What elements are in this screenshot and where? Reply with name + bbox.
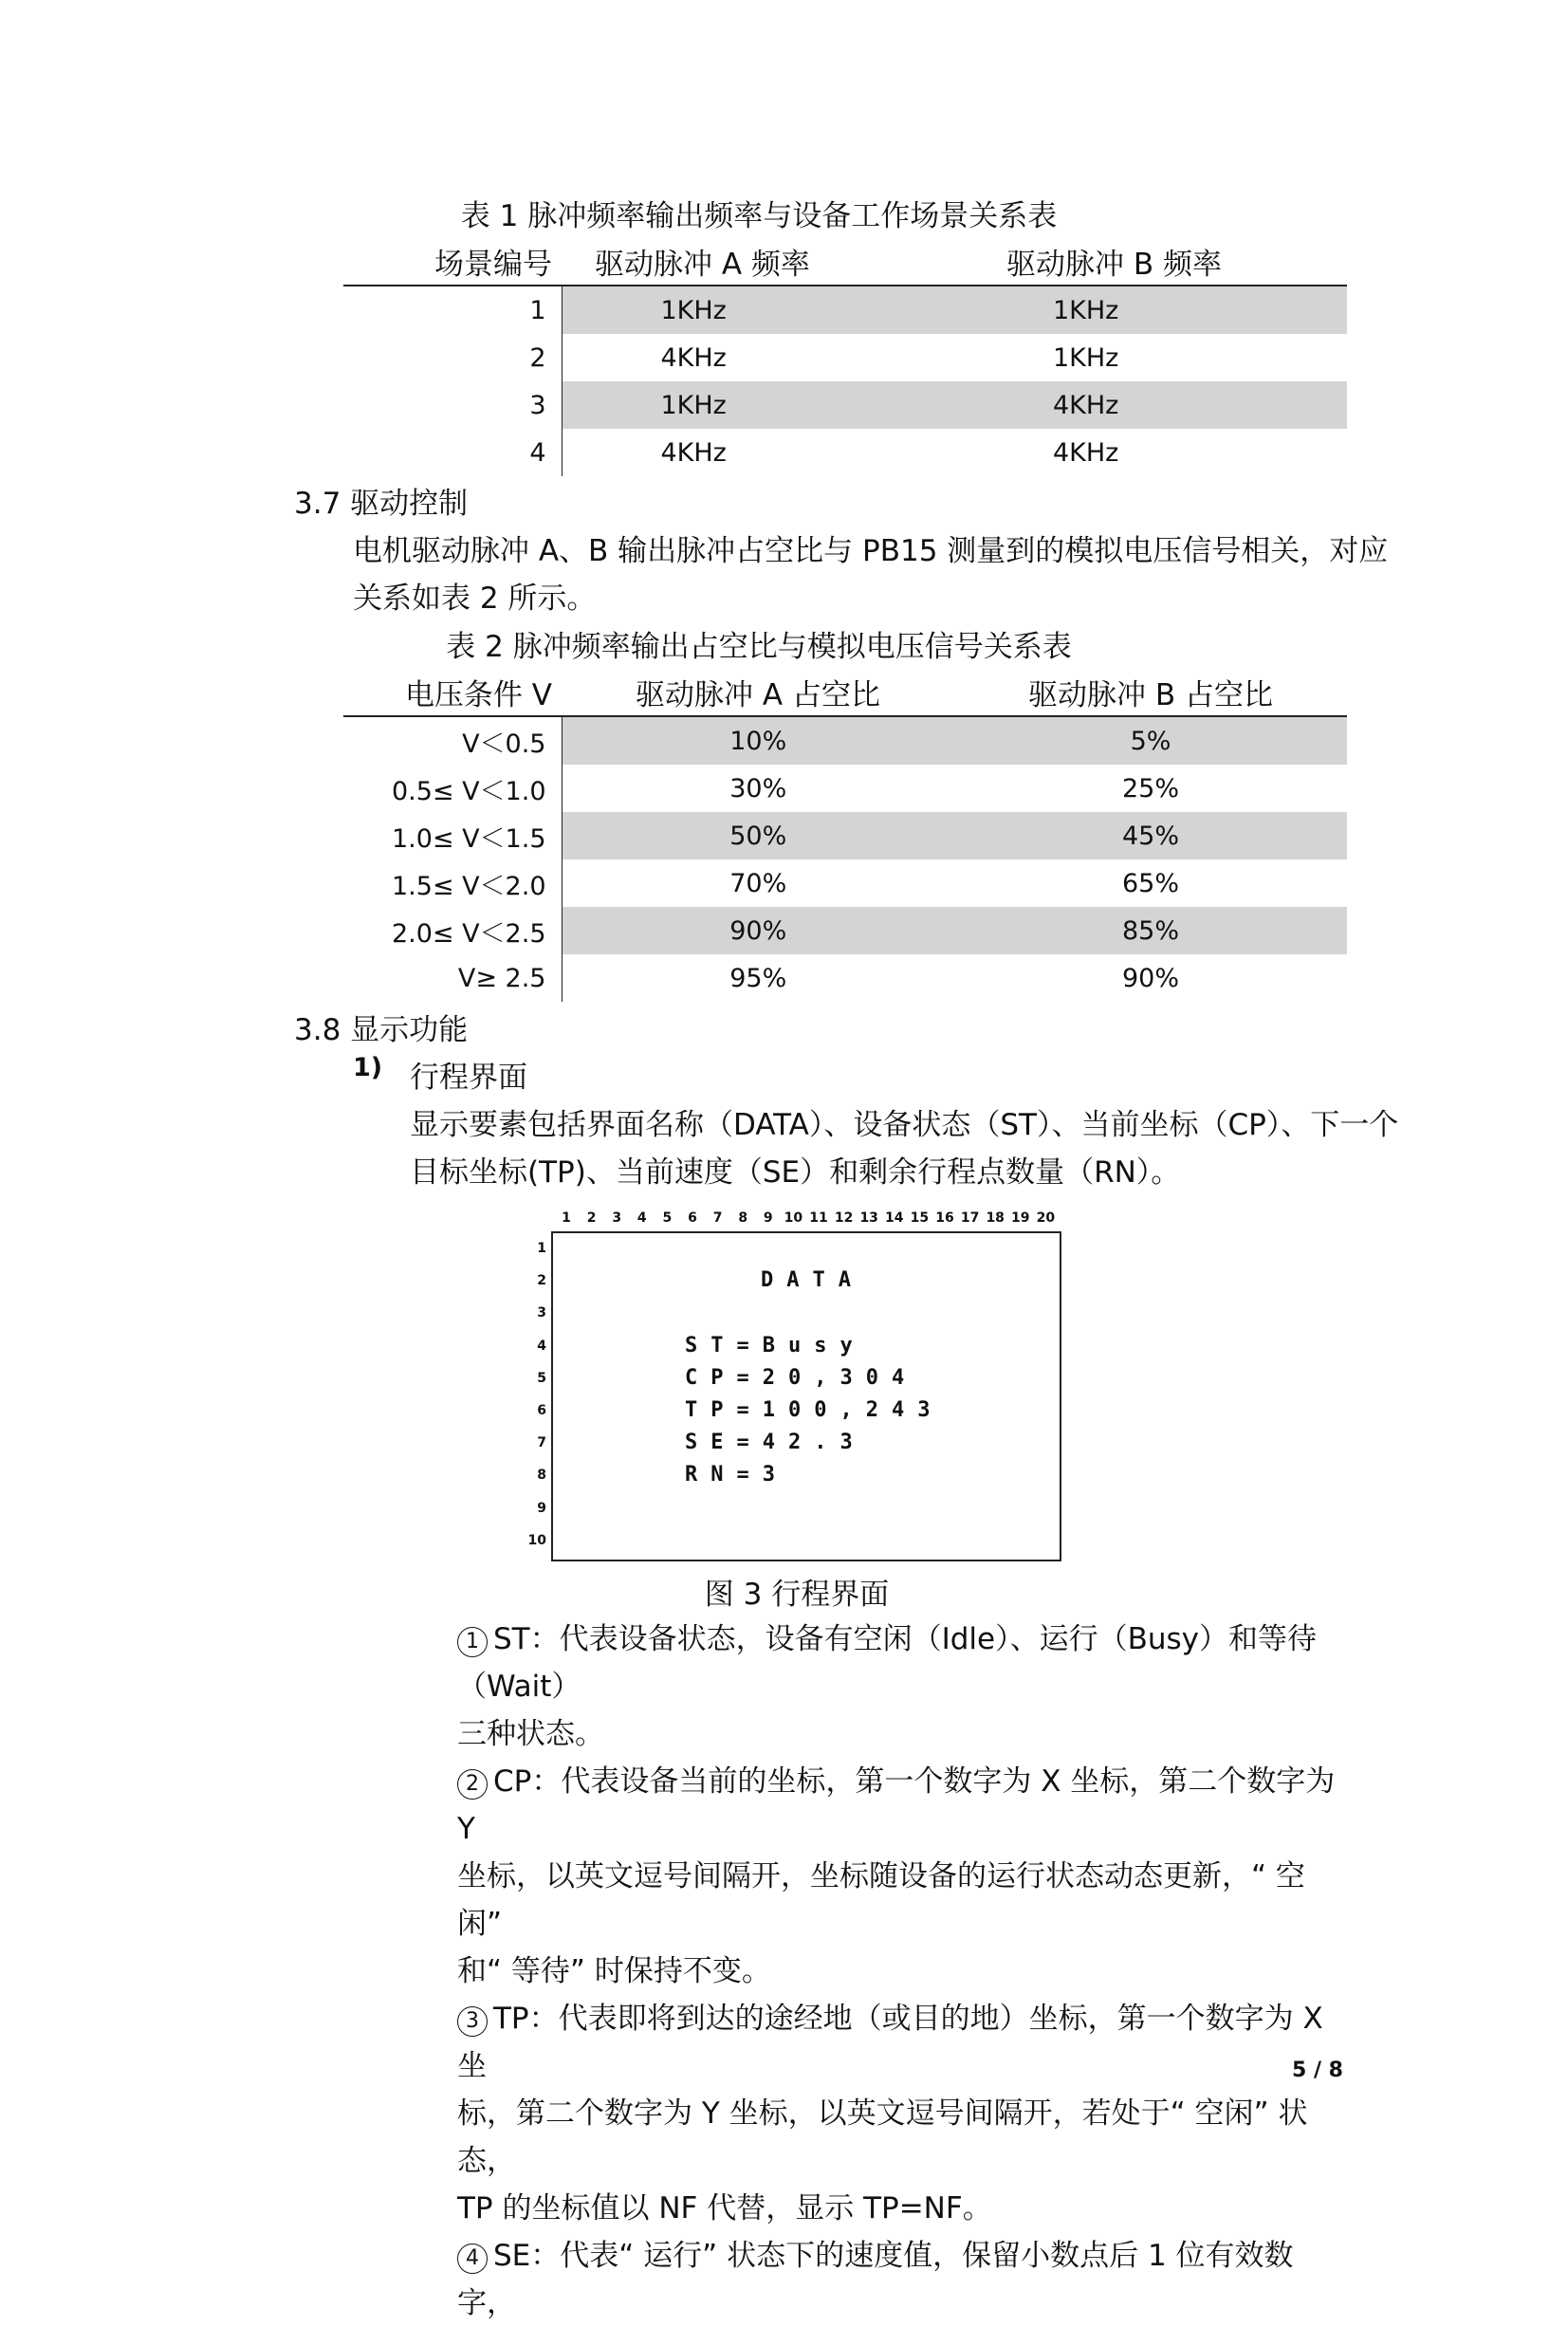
table-row: [343, 286, 1347, 334]
column-number: 1: [562, 1210, 571, 1226]
column-number: 10: [784, 1210, 803, 1226]
section-heading: 3.8 显示功能: [294, 1013, 469, 1047]
row-number: 8: [537, 1468, 546, 1484]
column-number: 15: [910, 1210, 930, 1226]
column-number: 9: [763, 1210, 773, 1226]
note-line: TP 的坐标值以 NF 代替，显示 TP=NF。: [457, 2191, 992, 2225]
table-cell: 25%: [1121, 773, 1179, 803]
table-row: [343, 334, 1347, 381]
table-header: 电压条件 V: [343, 668, 562, 716]
note-line: 标，第二个数字为 Y 坐标，以英文逗号间隔开，若处于“ 空闲” 状态，: [457, 2096, 1308, 2178]
table-cell: 1KHz: [562, 286, 954, 334]
column-number: 19: [1011, 1210, 1030, 1226]
table-cell: 85%: [954, 907, 1347, 954]
table2-header-row: [343, 668, 1347, 716]
column-number: 2: [586, 1210, 597, 1226]
note-item: [457, 1995, 1349, 2232]
screen-line: SE=42.3: [685, 1431, 866, 1454]
note-item: [457, 2232, 1349, 2327]
circled-number: 4: [457, 2244, 488, 2274]
table-row: [343, 907, 1347, 954]
row-number: 10: [527, 1532, 546, 1548]
column-number: 18: [986, 1210, 1005, 1226]
table-cell: 1: [343, 286, 562, 334]
table-cell: 1.5≤ V＜2.0: [343, 859, 562, 907]
paragraph-line: 电机驱动脉冲 A、B 输出脉冲占空比与 PB15 测量到的模拟电压信号相关，对应: [353, 534, 1389, 568]
item-title: 行程界面: [410, 1061, 527, 1095]
note-line: ST：代表设备状态，设备有空闲（Idle）、运行（Busy）和等待（Wait）: [457, 1622, 1318, 1704]
column-number: 11: [809, 1210, 828, 1226]
table-cell: 30%: [729, 773, 787, 803]
table-header: 驱动脉冲 B 频率: [954, 237, 1347, 286]
row-number: 4: [537, 1338, 546, 1354]
paragraph-line: 显示要素包括界面名称（DATA）、设备状态（ST）、当前坐标（CP）、下一个: [410, 1108, 1399, 1142]
note-item: [457, 1758, 1349, 1995]
screen-line: ST=Busy: [685, 1334, 866, 1357]
note-line: SE：代表“ 运行” 状态下的速度值，保留小数点后 1 位有效数字，: [457, 2239, 1294, 2320]
table-cell: 90%: [1121, 963, 1179, 993]
table-header: 驱动脉冲 A 占空比: [562, 668, 954, 716]
table-cell: 1KHz: [1053, 342, 1119, 373]
page-number: 5 / 8: [1292, 2059, 1343, 2082]
column-number: 4: [636, 1210, 647, 1226]
figure3-caption: 图 3 行程界面: [704, 1578, 890, 1612]
table-header: 驱动脉冲 B 占空比: [954, 668, 1347, 716]
column-number: 3: [612, 1210, 622, 1226]
column-number: 6: [688, 1210, 697, 1226]
table1-header-row: [343, 237, 1347, 286]
table-cell: 0.5≤ V＜1.0: [343, 765, 562, 812]
row-number: 3: [537, 1305, 546, 1321]
screen-line: RN=3: [685, 1463, 788, 1487]
table-cell: 1KHz: [954, 286, 1347, 334]
table-cell: 3: [343, 381, 562, 429]
row-number: 9: [537, 1500, 546, 1516]
table-cell: 2.0≤ V＜2.5: [343, 907, 562, 954]
note-line: 三种状态。: [457, 1717, 604, 1751]
table-cell: 4: [343, 429, 562, 476]
column-number: 7: [712, 1210, 723, 1226]
column-number: 14: [885, 1210, 904, 1226]
note-line: CP：代表设备当前的坐标，第一个数字为 X 坐标，第二个数字为 Y: [457, 1764, 1336, 1846]
row-number: 2: [537, 1273, 546, 1289]
table-cell: 90%: [562, 907, 954, 954]
table-header: 场景编号: [343, 237, 562, 286]
table-row: [343, 765, 1347, 812]
screen-line: CP=20,304: [685, 1366, 918, 1390]
row-number: 1: [537, 1241, 546, 1256]
circled-number: 3: [457, 2006, 488, 2037]
table-row: [343, 812, 1347, 859]
table-cell: 70%: [729, 868, 787, 898]
table-cell: 1.0≤ V＜1.5: [343, 812, 562, 859]
row-number: 5: [537, 1370, 546, 1386]
table-cell: 5%: [954, 716, 1347, 765]
screen-line: TP=100,243: [685, 1398, 944, 1422]
column-number: 16: [935, 1210, 954, 1226]
paragraph-line: 目标坐标(TP)、当前速度（SE）和剩余行程点数量（RN）。: [410, 1155, 1181, 1190]
table-cell: 2: [343, 334, 562, 381]
section-heading: 3.7 驱动控制: [294, 487, 469, 521]
table-row: [343, 429, 1347, 476]
column-number: 5: [662, 1210, 673, 1226]
table-row: [343, 716, 1347, 765]
table-row: [343, 381, 1347, 429]
row-number: 6: [537, 1403, 546, 1418]
row-number: 7: [537, 1435, 546, 1451]
column-number: 8: [738, 1210, 748, 1226]
table-cell: 10%: [562, 716, 954, 765]
table-cell: 4KHz: [660, 437, 727, 468]
table1: [343, 237, 1347, 476]
table-row: [343, 859, 1347, 907]
table-cell: V＜0.5: [343, 716, 562, 765]
screen-line-title: DATA: [761, 1268, 864, 1292]
note-line: TP：代表即将到达的途经地（或目的地）坐标，第一个数字为 X 坐: [457, 2002, 1323, 2083]
table-row: [343, 954, 1347, 1002]
column-number: 20: [1036, 1210, 1056, 1226]
table-cell: 45%: [954, 812, 1347, 859]
note-list: [457, 1616, 1349, 2327]
note-line: 坐标，以英文逗号间隔开，坐标随设备的运行状态动态更新，“ 空闲”: [457, 1859, 1305, 1941]
table-cell: 4KHz: [1053, 437, 1119, 468]
note-item: [457, 1616, 1349, 1758]
table-cell: 4KHz: [660, 342, 727, 373]
table-cell: 95%: [729, 963, 787, 993]
table1-caption: 表 1 脉冲频率输出频率与设备工作场景关系表: [460, 199, 1058, 233]
column-number: 13: [859, 1210, 878, 1226]
note-line: 和“ 等待” 时保持不变。: [457, 1954, 771, 1988]
table-header: 驱动脉冲 A 频率: [562, 237, 954, 286]
table-cell: 4KHz: [954, 381, 1347, 429]
table-cell: 65%: [1121, 868, 1179, 898]
table-cell: 1KHz: [562, 381, 954, 429]
paragraph-line: 关系如表 2 所示。: [353, 582, 597, 616]
column-number: 17: [960, 1210, 980, 1226]
table-cell: V≥ 2.5: [343, 954, 562, 1002]
circled-number: 2: [457, 1769, 488, 1800]
table-cell: 50%: [562, 812, 954, 859]
circled-number: 1: [457, 1627, 488, 1657]
column-number: 12: [834, 1210, 854, 1226]
table2-caption: 表 2 脉冲频率输出占空比与模拟电压信号关系表: [446, 630, 1072, 664]
table2: [343, 668, 1347, 1002]
list-number: 1): [353, 1053, 383, 1082]
